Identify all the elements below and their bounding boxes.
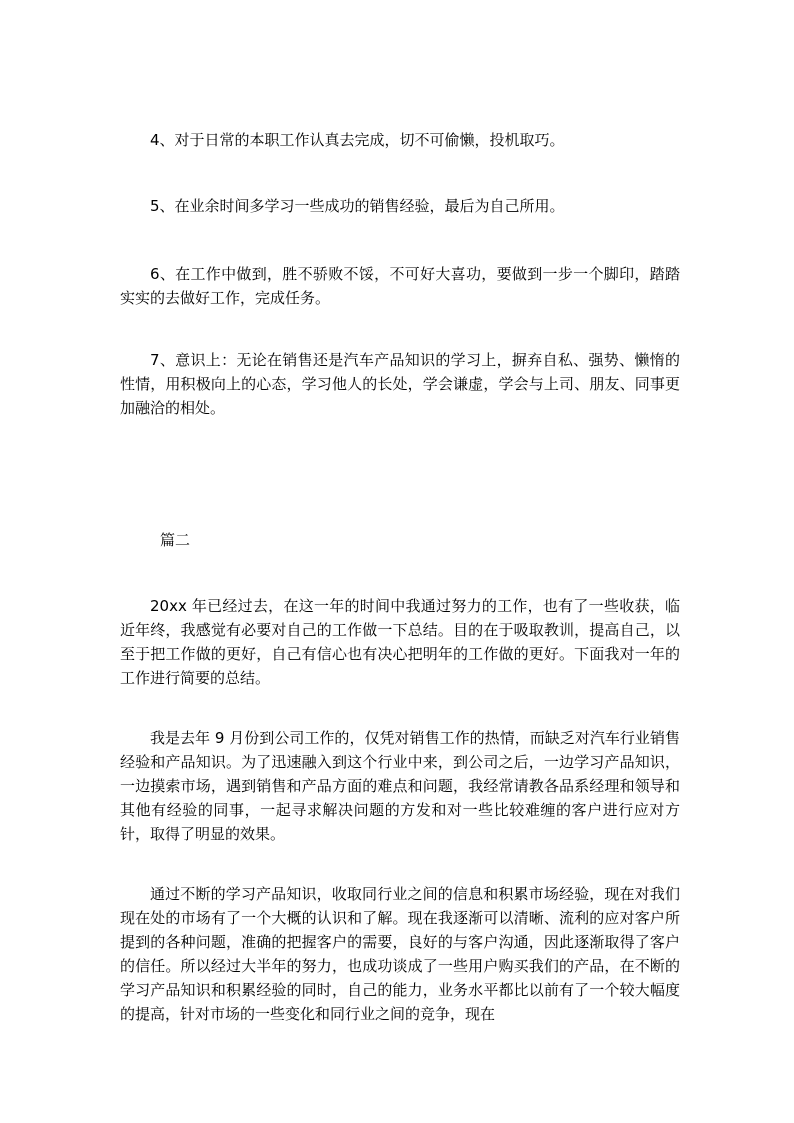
section-title: 篇二 — [160, 531, 191, 549]
body-paragraph: 20xx 年已经过去，在这一年的时间中我通过努力的工作，也有了一些收获，临近年终，我感觉有必要对自己的工作做一下总结。目的在于吸取教训，提高自己，以至于把工作做的更好，自己有信心也有决心把明年的工作做的更好。下面我对一年的工作进行简要的总结。 — [120, 597, 680, 687]
body-paragraph: 通过不断的学习产品知识，收取同行业之间的信息和积累市场经验，现在对我们现在处的市场有了一个大概的认识和了解。现在我逐渐可以清晰、流利的应对客户所提到的各种问题，准确的把握客户的需要，良好的与客户沟通，因此逐渐取得了客户的信任。所以经过大半年的努力，也成功谈成了一些用户购买我们的产品，在不断的学习产品知识和积累经验的同时，自己的能力，业务水平都比以前有了一个较大幅度的提高，针对市场的一些变化和同行业之间的竞争，现在 — [120, 885, 680, 1023]
list-item: 6、在工作中做到，胜不骄败不馁，不可好大喜功，要做到一步一个脚印，踏踏实实的去做好工作，完成任务。 — [120, 265, 680, 307]
body-paragraph: 我是去年 9 月份到公司工作的，仅凭对销售工作的热情，而缺乏对汽车行业销售经验和产品知识。为了迅速融入到这个行业中来，到公司之后，一边学习产品知识，一边摸索市场，遇到销售和产品方面的难点和问题，我经常请教各品系经理和领导和其他有经验的同事，一起寻求解决问题的方发和对一些比较难缠的客户进行应对方针，取得了明显的效果。 — [120, 729, 680, 843]
list-item: 4、对于日常的本职工作认真去完成，切不可偷懒，投机取巧。 — [150, 131, 565, 149]
list-item: 7、意识上：无论在销售还是汽车产品知识的学习上，摒弃自私、强势、懒惰的性情，用积极向上的心态，学习他人的长处，学会谦虚，学会与上司、朋友、同事更加融洽的相处。 — [120, 351, 680, 417]
list-item: 5、在业余时间多学习一些成功的销售经验，最后为自己所用。 — [150, 197, 565, 215]
